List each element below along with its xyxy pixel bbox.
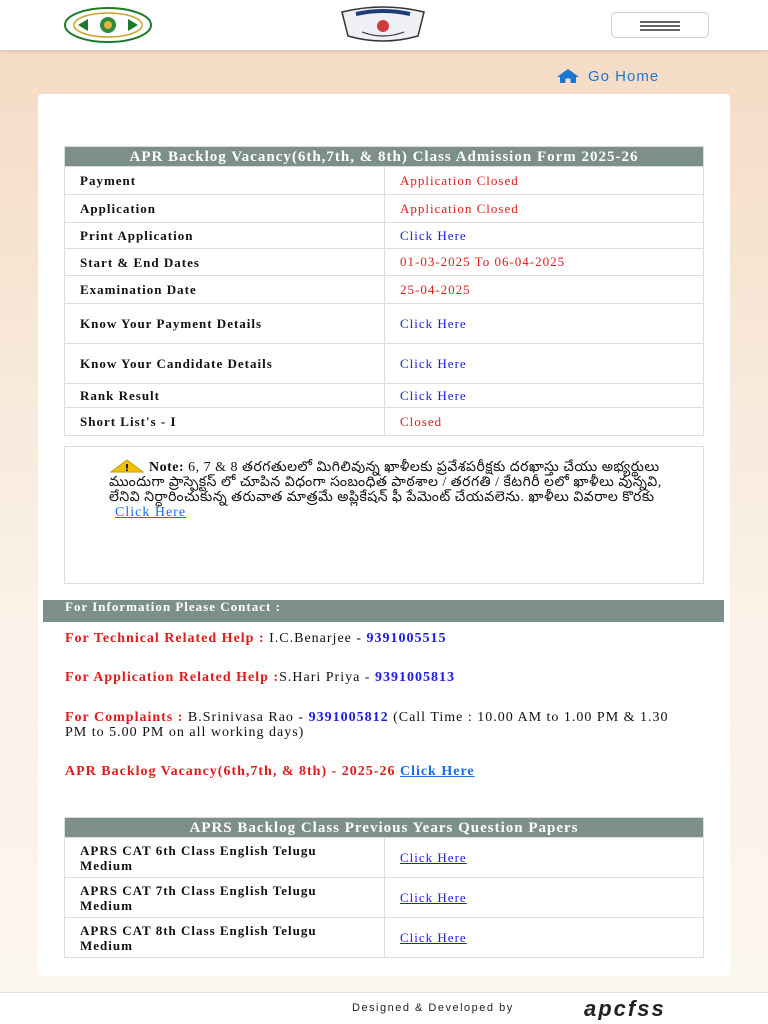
short-list-status: Closed — [385, 408, 704, 436]
rank-result-label: Rank Result — [65, 384, 385, 408]
payment-label: Payment — [65, 167, 385, 195]
top-header — [0, 0, 768, 50]
application-help-label: For Application Related Help : — [65, 670, 280, 685]
state-emblem-icon[interactable] — [64, 7, 152, 43]
complaints-name: B.Srinivasa Rao - — [183, 710, 309, 725]
rank-result-link[interactable]: Click Here — [385, 384, 704, 408]
application-help-name: S.Hari Priya - — [279, 670, 375, 685]
footer — [0, 992, 768, 1024]
application-help — [65, 670, 685, 685]
aprei-society-logo-icon[interactable] — [338, 6, 428, 44]
go-home-link[interactable] — [556, 66, 659, 86]
contact-title: For Information Please Contact : — [43, 600, 724, 622]
short-list-label: Short List's - I — [65, 408, 385, 436]
main-card — [38, 94, 730, 976]
warning-icon — [109, 459, 145, 473]
notification-link[interactable]: Click Here — [399, 764, 475, 779]
notification-label: APR Backlog Vacancy(6th,7th, & 8th) - 2025-26 — [65, 764, 400, 779]
technical-help-name: I.C.Benarjee - — [264, 631, 367, 646]
hamburger-menu-line — [640, 29, 680, 31]
question-papers-table — [64, 817, 704, 958]
home-icon — [556, 68, 580, 84]
cat-7th-label: APRS CAT 7th Class English Telugu Medium — [65, 878, 385, 918]
print-application-link[interactable]: Click Here — [385, 223, 704, 249]
complaints-phone[interactable]: 9391005812 — [308, 710, 389, 725]
technical-help — [65, 631, 685, 646]
print-application-label: Print Application — [65, 223, 385, 249]
footer-credit: Designed & Developed by — [352, 1002, 514, 1014]
application-help-phone[interactable]: 9391005813 — [374, 670, 455, 685]
go-home-label: Go Home — [588, 67, 660, 85]
question-papers-title: APRS Backlog Class Previous Years Question Papers — [65, 818, 704, 838]
note-label: Note: — [149, 460, 185, 475]
application-label: Application — [65, 195, 385, 223]
payment-details-label: Know Your Payment Details — [65, 304, 385, 344]
payment-status: Application Closed — [385, 167, 704, 195]
exam-date-value: 25-04-2025 — [385, 276, 704, 304]
technical-help-phone[interactable]: 9391005515 — [366, 631, 447, 646]
apcfss-logo-icon[interactable] — [582, 998, 742, 1020]
note-box — [64, 446, 704, 584]
menu-toggle-button[interactable] — [611, 12, 709, 38]
footer-brand: apcfss — [584, 998, 666, 1020]
note-text: 6, 7 & 8 తరగతులలో మిగిలివున్న ఖాళీలకు ప్రవేశపరీక్షకు దరఖాస్తు చేయు అభ్యర్థులు ముందుగా ప్రాస్పెక్టస్ లో చూపిన విధంగా సంబంధిత పాఠశాల / తరగతి / కేటగిరీ లలో ఖాళీలు వున్నవి, లేనివి నిర్ధారించుకున్న తరువాత మాత్రమే అప్లికేషన్ ఫీ పేమెంట్ చేయవలెను. ఖాళీలు వివరాల కొరకు — [109, 460, 662, 505]
complaints-help — [65, 710, 685, 740]
admission-table-title: APR Backlog Vacancy(6th,7th, & 8th) Class Admission Form 2025-26 — [65, 147, 704, 167]
candidate-details-label: Know Your Candidate Details — [65, 344, 385, 384]
vacancy-details-link[interactable]: Click Here — [115, 505, 187, 520]
candidate-details-link[interactable]: Click Here — [385, 344, 704, 384]
dates-value: 01-03-2025 To 06-04-2025 — [385, 249, 704, 276]
hamburger-menu-line — [640, 25, 680, 27]
payment-details-link[interactable]: Click Here — [385, 304, 704, 344]
hamburger-menu-icon — [640, 21, 680, 23]
complaints-label: For Complaints : — [65, 710, 184, 725]
admission-table — [64, 146, 704, 436]
application-status: Application Closed — [385, 195, 704, 223]
notification-line — [65, 764, 685, 779]
cat-8th-link[interactable]: Click Here — [385, 918, 704, 958]
exam-date-label: Examination Date — [65, 276, 385, 304]
call-time-text: (Call Time : 10.00 AM to 1.00 PM & 1.30 PM to 5.00 PM on all working days) — [65, 710, 669, 740]
technical-help-label: For Technical Related Help : — [65, 631, 265, 646]
cat-7th-link[interactable]: Click Here — [385, 878, 704, 918]
cat-6th-label: APRS CAT 6th Class English Telugu Medium — [65, 838, 385, 878]
cat-8th-label: APRS CAT 8th Class English Telugu Medium — [65, 918, 385, 958]
cat-6th-link[interactable]: Click Here — [385, 838, 704, 878]
dates-label: Start & End Dates — [65, 249, 385, 276]
